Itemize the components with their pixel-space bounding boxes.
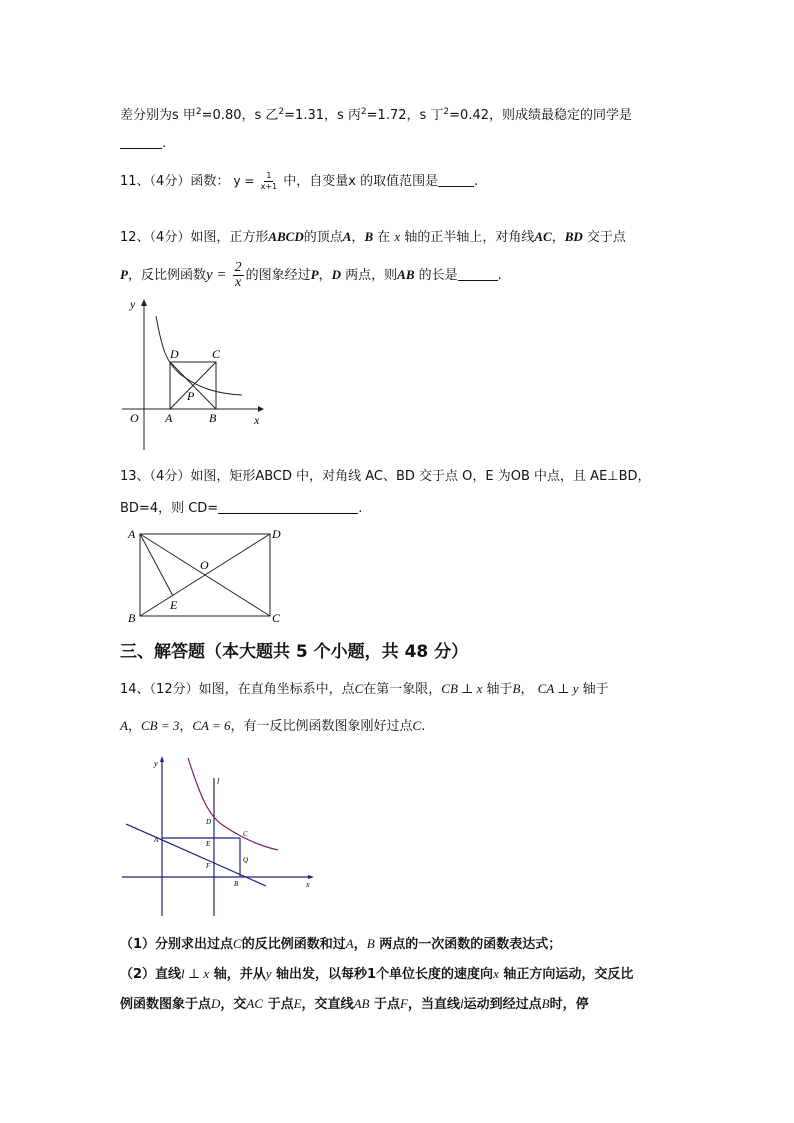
q13-line1 [120,467,651,487]
q12-abcd: ABCD [268,229,304,244]
q14-s3-l: l [459,996,464,1011]
q13-label-c: C [272,611,281,625]
q12-line1 [120,227,626,248]
q12-t7: 的图象经过 [245,268,311,283]
q12-hyperbola [156,316,242,395]
q13-text2: BD=4，则 CD= [120,501,219,516]
q14-s2a: （2）直线 [120,967,182,982]
section3-heading: 三、解答题（本大题共 5 个小题，共 48 分） [120,642,469,662]
q14-cb-perp: CB ⊥ x [441,681,483,696]
q13-text1: 13、（4分）如图，矩形ABCD 中，对角线 AC、BD 交于点 O，E 为OB 中点，且 AE⊥BD， [120,469,651,484]
q12-d: D [331,267,342,282]
q14-t6: ，有一反比例函数图象刚好过点 [230,719,413,734]
q14-cb3: CB = 3 [140,718,180,733]
q12-bd: BD [564,229,583,244]
q11-line [120,166,478,197]
q14-s2c: 轴出发，以每秒1个单位长度的速度向 [276,967,494,982]
q13-segment-ae [140,534,173,596]
q14-sub1: （1）分别求出过点C的反比例函数和过A，B 两点的一次函数的函数表达式； [120,936,562,952]
q14-s3e: 于点 [373,997,400,1012]
q11-fraction [261,171,278,192]
q14-s3-AC: AC [246,996,264,1011]
q14-y-arrow [160,756,164,762]
q14-s3-E: E [293,996,302,1011]
q13-label-a: A [128,527,136,541]
q14-s3-D: D [211,996,221,1011]
q14-s2b: 轴，并从 [213,967,266,982]
q14-s1d: 两点的一次函数的函数表达式； [379,937,562,952]
q13-end: . [358,501,363,516]
q14-label-f: F [206,862,211,870]
q12-y-eq: y = [205,267,227,283]
q10-v-bing: =1.72 [366,108,407,123]
q10-answer-line [120,134,166,154]
q14-s3h: 时，停 [549,997,589,1012]
q12-b: B [364,229,374,244]
q12-label-o: O [130,411,139,425]
q10-v-ding: =0.42 [449,108,489,123]
q14-t1: 14、（12分）如图，在直角坐标系中，点 [120,682,355,697]
q11-end: . [474,174,479,189]
q11-frac-den: x+1 [260,182,278,191]
q11-num: 11、（4分）函数： [120,174,230,189]
q14-s1-B: B [366,936,375,951]
q10-s-jia: s 甲 [172,108,196,123]
q12-t3: 在 [377,230,391,245]
q14-s2-l: l ⊥ x [181,966,210,981]
q12-t9: 的长是 [418,268,458,283]
q12-t2: 的顶点 [303,230,343,245]
q14-s3-B: B [541,996,550,1011]
q14-s3-F: F [400,996,408,1011]
q14-ca6: CA = 6 [192,718,231,733]
q12-t5: 交于点 [586,230,626,245]
q14-t5: 轴于 [582,682,609,697]
q14-a: A [120,718,128,733]
q12-label-b: B [209,411,217,425]
q13-label-o: O [200,558,209,572]
q14-s3b: ，交 [220,997,247,1012]
q10-v-jia: =0.80 [201,108,242,123]
q12-p2: P [310,267,319,282]
q12-ab: AB [397,267,415,282]
q10-sq3: 2 [360,107,367,117]
q10-s-ding: s 丁 [419,108,444,123]
q12-t4: 轴的正半轴上，对角线 [404,230,535,245]
q12-t6: ，反比例函数 [127,268,206,283]
q12-label-a: A [165,411,173,425]
q14-label-a: A [154,836,159,844]
q10-sq4: 2 [443,107,450,117]
q13-answer-blank[interactable] [218,499,358,514]
q14-label-y: y [154,759,158,768]
q10-s-yi: s 乙 [254,108,279,123]
q14-s3c: 于点 [267,997,294,1012]
q12-frac-num: 2 [234,260,242,275]
q13-label-d: D [272,527,281,541]
q10-prefix: 差分别为 [120,108,173,123]
q14-ca-perp: CA ⊥ y [537,681,579,696]
q14-s3-AB: AB [353,996,370,1011]
q12-p: P [120,267,128,282]
q12-x: x [394,229,401,244]
q12-label-d: D [170,347,179,361]
q14-s2d: 轴正方向运动，交反比 [503,967,634,982]
q14-s3f: ，当直线 [407,997,460,1012]
q14-label-b: B [234,880,239,888]
q14-x-arrow [308,875,314,879]
q12-label-y: y [130,297,136,311]
q12-end: . [497,268,502,283]
q14-s2-x: x [493,966,499,981]
q10-line: 差分别为s 甲$^2$=0.80，s 乙$^2$=1.31，s 丙$^2$=1.72，s 丁$^2$=0.42，则成绩最稳定的同学是 [120,107,633,123]
q14-s1-A: A [345,936,354,951]
q14-s3g: 运动到经过点 [463,997,542,1012]
q14-s3d: ，交直线 [301,997,354,1012]
q12-answer-blank[interactable] [458,266,498,281]
q14-label-d: D [206,818,212,826]
q11-answer-blank[interactable] [438,172,474,187]
q14-label-c: C [243,830,248,838]
q14-label-x: x [306,880,310,889]
q14-t4: ， [520,682,534,697]
q14-line2: A，CB = 3，CA = 6，有一反比例函数图象刚好过点C. [120,718,426,734]
q12-label-p: P [187,389,195,403]
q14-c: C [354,681,364,696]
q14-label-q: Q [243,856,249,864]
q10-s-bing: s 丙 [337,108,361,123]
q14-s1b: 的反比例函数和过 [241,937,346,952]
q12-line2 [120,257,502,294]
q14-s2-y: y [265,966,272,981]
q14-t3: 轴于 [486,682,513,697]
q12-comma2: ， [551,230,565,245]
q14-s1a: （1）分别求出过点 [120,937,234,952]
q10-sq: 2 [195,107,202,117]
q13-line2 [120,499,362,519]
q12-label-x: x [254,413,260,427]
q10-sq2: 2 [278,107,285,117]
q10-v-yi: =1.31 [284,108,324,123]
q12-t8: 两点，则 [345,268,398,283]
q12-figure [118,294,268,454]
q12-frac-den: x [235,275,242,290]
q11-text: 中，自变量x 的取值范围是 [283,174,439,189]
q13-label-b: B [128,611,136,625]
q14-sub3 [120,994,589,1015]
q12-ac: AC [534,229,552,244]
q14-label-e: E [206,840,211,848]
q12-x-arrow [258,406,264,412]
q11-frac-num: 1 [266,171,272,180]
q14-s1c: C [233,936,242,951]
q10-end: . [162,136,167,151]
q11-y-eq: y = [233,174,255,188]
q14-b: B [512,681,521,696]
q14-hyperbola [188,758,278,850]
q12-a: A [342,229,352,244]
q14-sub2 [120,964,633,985]
q12-fraction [233,261,244,290]
q13-label-e: E [170,598,178,612]
q12-comma3: ， [318,268,332,283]
q12-label-c: C [212,347,221,361]
q12-t1: 12、（4分）如图，正方形 [120,230,269,245]
q14-label-l: l [217,777,220,786]
q14-t2: 在第一象限， [363,682,442,697]
q10-suffix: ，则成绩最稳定的同学是 [489,108,633,123]
q14-c2: C [412,718,422,733]
q14-figure [120,750,320,920]
q13-figure [124,524,294,628]
q10-answer-blank[interactable] [120,134,162,149]
q14-s3a: 例函数图象于点 [120,997,212,1012]
q12-comma: ， [351,230,365,245]
q12-y-arrow [141,299,147,306]
q14-line1 [120,679,609,700]
q14-end: . [421,719,426,734]
